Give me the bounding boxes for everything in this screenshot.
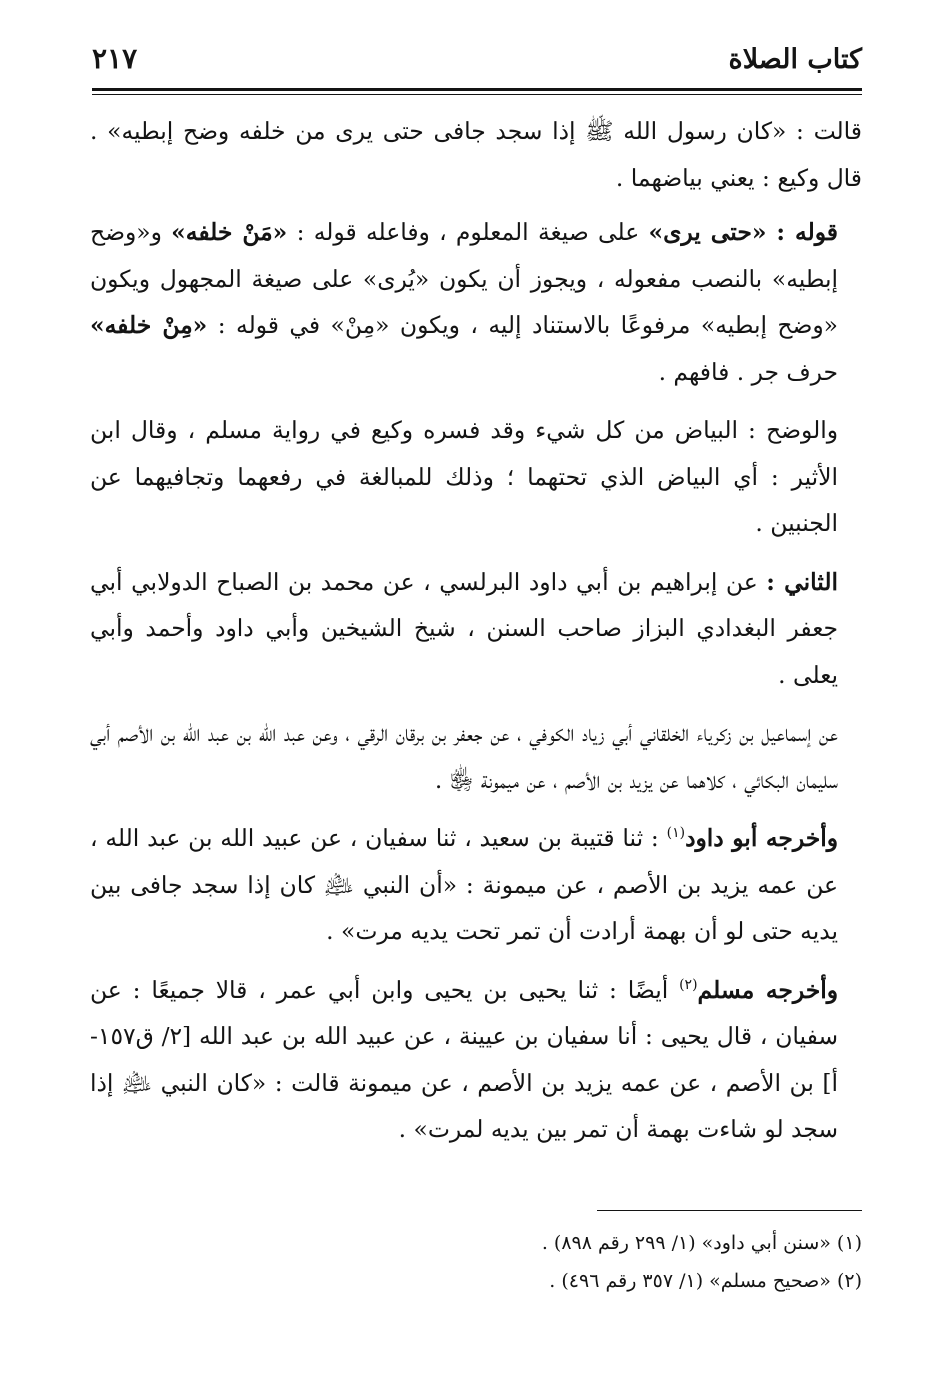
header-rule <box>92 88 862 94</box>
footnote-ref-2: (٢) <box>679 976 698 993</box>
paragraph-narrators: عن إسماعيل بن زكرياء الخلقاني أبي زياد الكوفي ، عن جعفر بن برقان الرقي ، وعن عبد الله بن عبد الله بن الأصم أبي سليمان البكائي ، كلاهما عن يزيد بن الأصم ، عن ميمونة ﵂ . <box>90 719 838 794</box>
paragraph-muslim: وأخرجه مسلم$^{(٢)}$ أيضًا : ثنا يحيى بن يحيى وابن أبي عمر ، قالا جميعًا : عن سفيان ، قال يحيى : أنا سفيان بن عيينة ، عن عبيد الله بن عبد الله [٢/ ق١٥٧-أ] بن الأصم ، عن عمه يزيد بن الأصم ، عن ميمونة قالت : «كان النبي ﵇ إذا سجد لو شاءت بهمة أن تمر بين يديه لمرت» . <box>90 975 838 1143</box>
footnote-separator <box>597 1210 862 1211</box>
main-text <box>90 108 862 1153</box>
footnote-2: (٢) «صحيح مسلم» (١/ ٣٥٧ رقم ٤٩٦) . <box>549 1270 862 1292</box>
page-number: ٢١٧ <box>92 42 138 75</box>
footnote-ref-1: (١) <box>666 825 686 842</box>
paragraph-abu-dawud: وأخرجه أبو داود$^{(١)}$ : ثنا قتيبة بن سعيد ، ثنا سفيان ، عن عبيد الله بن عبد الله ، عن عمه يزيد بن الأصم ، عن ميمونة : «أن النبي ﵇ كان إذا سجد جافى بين يديه حتى لو أن بهمة أرادت أن تمر تحت يديه مرت» . <box>90 824 838 945</box>
paragraph-second-chain: الثاني : عن إبراهيم بن أبي داود البرلسي ، عن محمد بن الصباح الدولابي أبي جعفر البغدادي البزاز صاحب السنن ، شيخ الشيخين وأبي داود وأحمد وأبي يعلى . <box>90 567 838 689</box>
footnote-1: (١) «سنن أبي داود» (١/ ٢٩٩ رقم ٨٩٨) . <box>541 1232 862 1254</box>
paragraph-commentary-1: قوله : «حتى يرى» على صيغة المعلوم ، وفاعله قوله : «مَنْ خلفه» و«وضح إبطيه» بالنصب مفعوله ، ويجوز أن يكون «يُرى» على صيغة المجهول ويكون «وضح إبطيه» مرفوعًا بالاستناد إليه ، ويكون «مِنْ» في قوله : «مِنْ خلفه» حرف جر . فافهم . <box>90 218 838 386</box>
paragraph-commentary-2: والوضح : البياض من كل شيء وقد فسره وكيع في رواية مسلم ، وقال ابن الأثير : أي البياض الذي تحتهما ؛ وذلك للمبالغة في رفعهما وتجافيهما عن الجنبين . <box>90 416 838 537</box>
running-header <box>92 38 862 88</box>
book-title: كتاب الصلاة <box>728 44 862 75</box>
footnotes <box>90 1224 862 1300</box>
paragraph-hadith-text: قالت : «كان رسول الله ﷺ إذا سجد جافى حتى يرى من خلفه وضح إبطيه» . قال وكيع : يعني بياضهما . <box>90 117 862 192</box>
